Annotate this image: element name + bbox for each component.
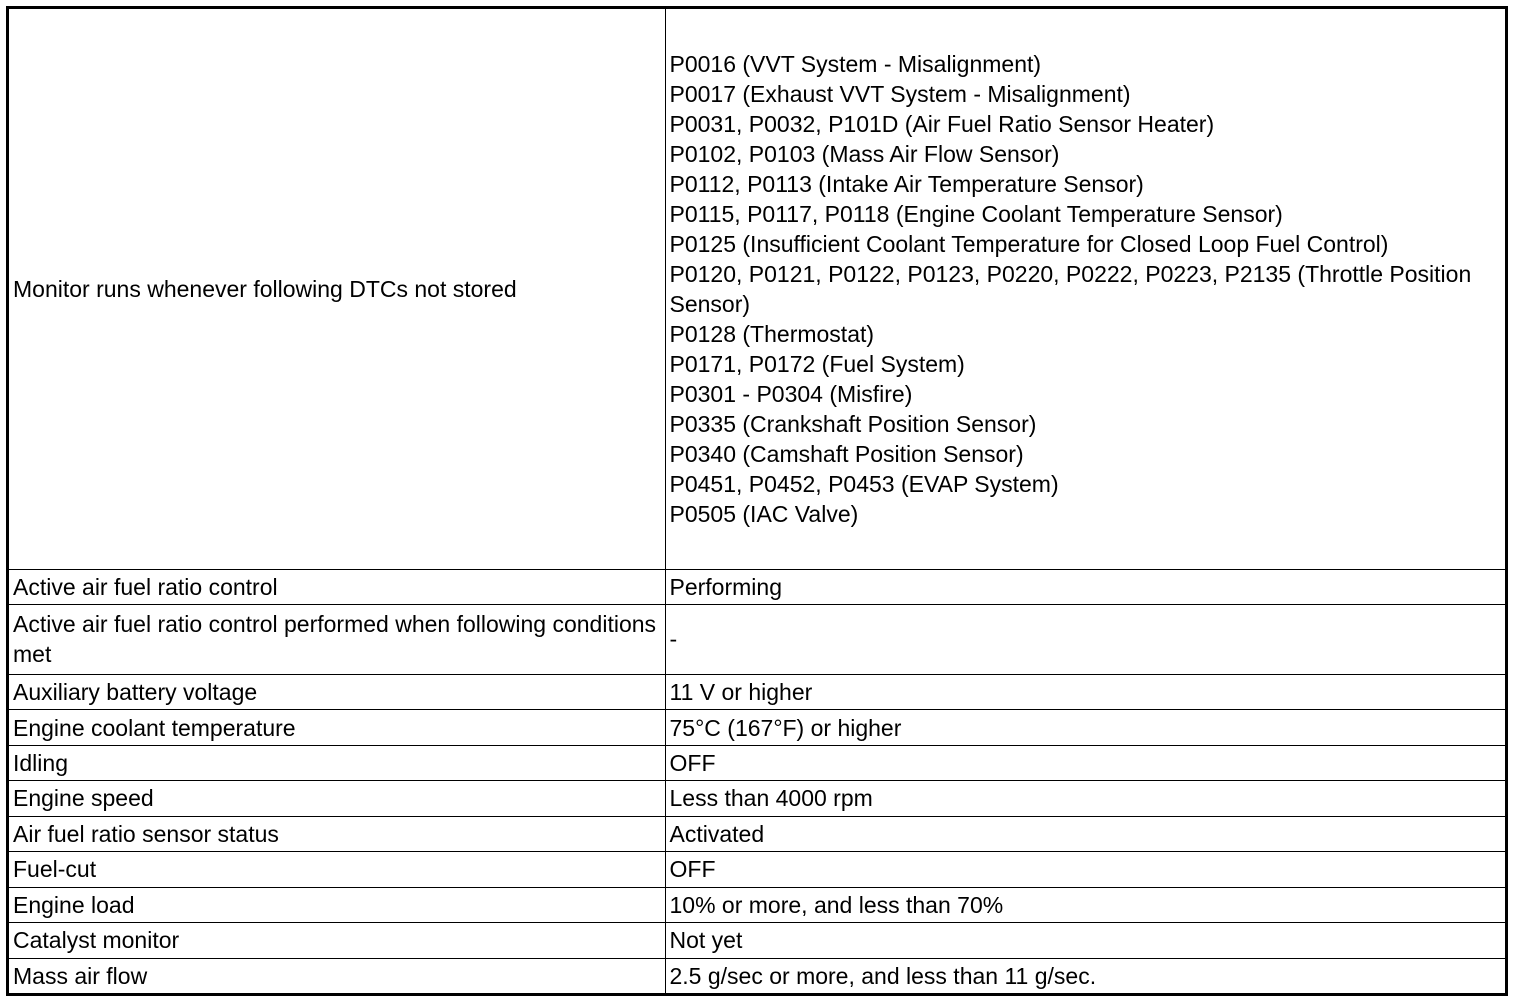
dtc-item: P0120, P0121, P0122, P0123, P0220, P0222, P0223, P2135 (Throttle Position Sensor) [669, 261, 1472, 318]
condition-label: Mass air flow [9, 958, 665, 993]
dtc-item: P0451, P0452, P0453 (EVAP System) [669, 471, 1059, 498]
table-row [9, 852, 1505, 887]
condition-label: Monitor runs whenever following DTCs not stored [9, 9, 665, 569]
dtc-list [665, 9, 1505, 569]
condition-value: Less than 4000 rpm [665, 781, 1505, 816]
conditions-table [9, 9, 1505, 993]
condition-value: 10% or more, and less than 70% [665, 887, 1505, 922]
condition-value: Not yet [665, 923, 1505, 958]
dtc-item: P0128 (Thermostat) [669, 321, 875, 348]
table-row [9, 887, 1505, 922]
table-row [9, 958, 1505, 993]
condition-label: Active air fuel ratio control performed when following conditions met [9, 605, 665, 675]
table-row [9, 816, 1505, 851]
condition-label: Auxiliary battery voltage [9, 674, 665, 709]
condition-label: Active air fuel ratio control [9, 569, 665, 604]
condition-label: Air fuel ratio sensor status [9, 816, 665, 851]
condition-label: Engine load [9, 887, 665, 922]
dtc-item: P0031, P0032, P101D (Air Fuel Ratio Sensor Heater) [669, 111, 1215, 138]
dtc-item: P0171, P0172 (Fuel System) [669, 351, 965, 378]
condition-value: Performing [665, 569, 1505, 604]
dtc-item: P0340 (Camshaft Position Sensor) [669, 441, 1024, 468]
dtc-item: P0017 (Exhaust VVT System - Misalignment) [669, 81, 1131, 108]
dtc-item: P0112, P0113 (Intake Air Temperature Sensor) [669, 171, 1144, 198]
table-row [9, 674, 1505, 709]
dtc-item: P0016 (VVT System - Misalignment) [669, 51, 1042, 78]
dtc-item: P0301 - P0304 (Misfire) [669, 381, 913, 408]
table-row [9, 781, 1505, 816]
condition-label: Engine speed [9, 781, 665, 816]
conditions-table-frame [6, 6, 1508, 996]
dtc-item: P0335 (Crankshaft Position Sensor) [669, 411, 1037, 438]
condition-value: OFF [665, 745, 1505, 780]
table-row [9, 605, 1505, 675]
condition-value: - [665, 605, 1505, 675]
condition-label: Engine coolant temperature [9, 710, 665, 745]
dtc-item: P0115, P0117, P0118 (Engine Coolant Temperature Sensor) [669, 201, 1283, 228]
condition-value: 75°C (167°F) or higher [665, 710, 1505, 745]
condition-label: Fuel-cut [9, 852, 665, 887]
dtc-item: P0505 (IAC Valve) [669, 501, 859, 528]
condition-value: 11 V or higher [665, 674, 1505, 709]
table-row [9, 710, 1505, 745]
dtc-item: P0102, P0103 (Mass Air Flow Sensor) [669, 141, 1060, 168]
table-row [9, 745, 1505, 780]
condition-label: Idling [9, 745, 665, 780]
table-row [9, 9, 1505, 569]
table-row [9, 569, 1505, 604]
dtc-item: P0125 (Insufficient Coolant Temperature for Closed Loop Fuel Control) [669, 231, 1389, 258]
condition-label: Catalyst monitor [9, 923, 665, 958]
condition-value: Activated [665, 816, 1505, 851]
table-row [9, 923, 1505, 958]
condition-value: OFF [665, 852, 1505, 887]
condition-value: 2.5 g/sec or more, and less than 11 g/sec. [665, 958, 1505, 993]
